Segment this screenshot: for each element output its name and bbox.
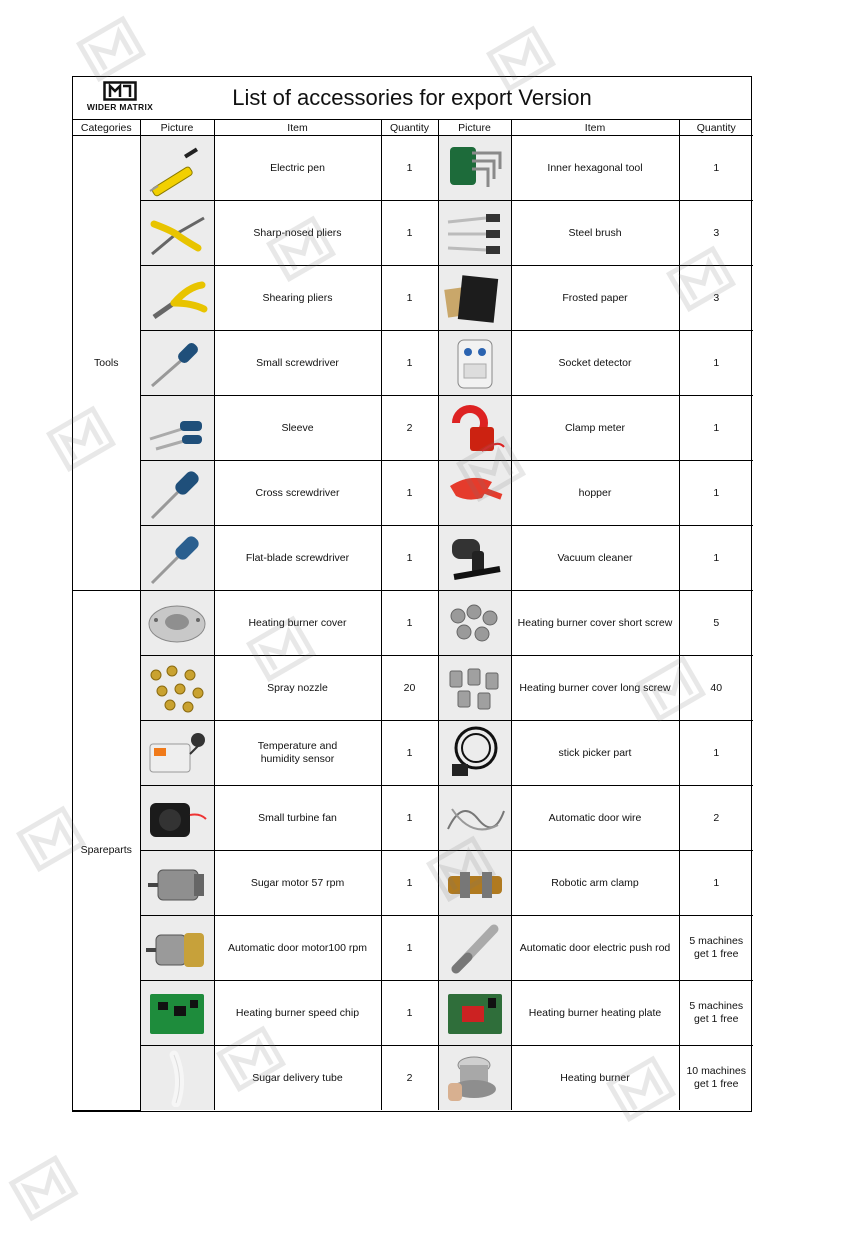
item-quantity: 1 xyxy=(381,786,438,851)
item-picture xyxy=(140,461,214,526)
item-name: Small turbine fan xyxy=(214,786,381,851)
item-name: Clamp meter xyxy=(511,396,679,461)
item-picture xyxy=(438,201,511,266)
item-picture xyxy=(438,591,511,656)
item-name: Electric pen xyxy=(214,136,381,201)
item-quantity: 1 xyxy=(381,136,438,201)
item-quantity: 1 xyxy=(381,916,438,981)
clamp-meter-icon xyxy=(442,399,508,457)
item-picture xyxy=(140,786,214,851)
item-name: Automatic door motor100 rpm xyxy=(214,916,381,981)
title-row xyxy=(73,77,751,120)
item-picture xyxy=(438,526,511,591)
item-name xyxy=(214,721,381,786)
item-name: Heating burner cover long screw xyxy=(511,656,679,721)
header-item: Item xyxy=(214,120,381,136)
item-picture xyxy=(140,656,214,721)
shearing-pliers-icon xyxy=(144,269,210,327)
heating-burner-icon xyxy=(442,1049,508,1107)
item-picture xyxy=(438,721,511,786)
small-screwdriver-icon xyxy=(144,334,210,392)
item-picture xyxy=(438,916,511,981)
item-quantity: 3 xyxy=(679,266,753,331)
item-picture xyxy=(140,721,214,786)
item-picture xyxy=(140,266,214,331)
spray-nozzle-icon xyxy=(144,659,210,717)
item-quantity: 1 xyxy=(679,461,753,526)
socket-detector-icon xyxy=(442,334,508,392)
table-row xyxy=(73,786,753,851)
item-quantity xyxy=(679,981,753,1046)
item-name: hopper xyxy=(511,461,679,526)
table-row xyxy=(73,851,753,916)
hopper-icon xyxy=(442,464,508,522)
table-row xyxy=(73,916,753,981)
burner-cover-icon xyxy=(144,594,210,652)
item-quantity: 1 xyxy=(381,461,438,526)
item-name: Vacuum cleaner xyxy=(511,526,679,591)
table-row xyxy=(73,981,753,1046)
item-quantity: 2 xyxy=(679,786,753,851)
item-name: Small screwdriver xyxy=(214,331,381,396)
delivery-tube-icon xyxy=(144,1049,210,1107)
item-name: Robotic arm clamp xyxy=(511,851,679,916)
humidity-sensor-icon xyxy=(144,724,210,782)
item-picture xyxy=(140,591,214,656)
item-quantity: 40 xyxy=(679,656,753,721)
heating-plate-icon xyxy=(442,984,508,1042)
item-picture xyxy=(438,461,511,526)
table-row xyxy=(73,656,753,721)
item-name: Steel brush xyxy=(511,201,679,266)
turbine-fan-icon xyxy=(144,789,210,847)
accessories-table xyxy=(73,120,753,1111)
item-quantity: 1 xyxy=(679,396,753,461)
item-quantity: 2 xyxy=(381,396,438,461)
item-name: Heating burner cover xyxy=(214,591,381,656)
item-quantity: 1 xyxy=(679,721,753,786)
item-quantity: 1 xyxy=(381,981,438,1046)
item-quantity: 1 xyxy=(679,331,753,396)
item-name: Heating burner speed chip xyxy=(214,981,381,1046)
table-row xyxy=(73,136,753,201)
item-quantity xyxy=(679,1046,753,1111)
sleeve-icon xyxy=(144,399,210,457)
item-name: Cross screwdriver xyxy=(214,461,381,526)
item-picture xyxy=(140,981,214,1046)
item-name: Socket detector xyxy=(511,331,679,396)
item-name: Spray nozzle xyxy=(214,656,381,721)
item-picture xyxy=(438,786,511,851)
table-row xyxy=(73,331,753,396)
sugar-motor-icon xyxy=(144,854,210,912)
sharp-nosed-pliers-icon xyxy=(144,204,210,262)
item-quantity: 1 xyxy=(679,526,753,591)
frosted-paper-icon xyxy=(442,269,508,327)
item-name: Heating burner cover short screw xyxy=(511,591,679,656)
item-name: Heating burner xyxy=(511,1046,679,1111)
door-motor-icon xyxy=(144,919,210,977)
electric-pen-icon xyxy=(144,139,210,197)
table-row xyxy=(73,1046,753,1111)
item-picture xyxy=(438,266,511,331)
item-picture xyxy=(140,851,214,916)
item-picture xyxy=(438,396,511,461)
item-quantity: 1 xyxy=(679,136,753,201)
push-rod-icon xyxy=(442,919,508,977)
item-picture xyxy=(438,136,511,201)
item-quantity: 1 xyxy=(679,851,753,916)
item-name: Shearing pliers xyxy=(214,266,381,331)
item-name: Sleeve xyxy=(214,396,381,461)
table-row xyxy=(73,591,753,656)
item-picture xyxy=(438,1046,511,1111)
item-quantity xyxy=(679,916,753,981)
quantity-line: get 1 free xyxy=(694,948,739,960)
item-name-line: humidity sensor xyxy=(260,753,335,765)
table-row xyxy=(73,526,753,591)
item-name: stick picker part xyxy=(511,721,679,786)
item-picture xyxy=(438,851,511,916)
item-quantity: 1 xyxy=(381,526,438,591)
item-name: Inner hexagonal tool xyxy=(511,136,679,201)
quantity-line: 5 machines xyxy=(689,935,744,947)
arm-clamp-icon xyxy=(442,854,508,912)
item-name: Sugar motor 57 rpm xyxy=(214,851,381,916)
item-name: Frosted paper xyxy=(511,266,679,331)
item-quantity: 1 xyxy=(381,331,438,396)
item-picture xyxy=(140,916,214,981)
quantity-line: 5 machines xyxy=(689,1000,744,1012)
item-picture xyxy=(140,396,214,461)
table-row xyxy=(73,266,753,331)
item-quantity: 1 xyxy=(381,721,438,786)
category-spareparts: Spareparts xyxy=(73,591,140,1111)
item-picture xyxy=(438,331,511,396)
item-quantity: 20 xyxy=(381,656,438,721)
header-picture: Picture xyxy=(140,120,214,136)
item-quantity: 1 xyxy=(381,851,438,916)
speed-chip-icon xyxy=(144,984,210,1042)
item-name: Automatic door wire xyxy=(511,786,679,851)
item-quantity: 5 xyxy=(679,591,753,656)
watermark-logo xyxy=(5,1107,165,1233)
table-row xyxy=(73,201,753,266)
long-screws-icon xyxy=(442,659,508,717)
item-picture xyxy=(140,526,214,591)
item-quantity: 1 xyxy=(381,201,438,266)
header-item: Item xyxy=(511,120,679,136)
quantity-line: 10 machines xyxy=(686,1065,747,1077)
item-picture xyxy=(140,201,214,266)
item-name: Sugar delivery tube xyxy=(214,1046,381,1111)
table-row xyxy=(73,721,753,786)
item-name-line: Temperature and xyxy=(257,740,338,752)
hex-key-icon xyxy=(442,139,508,197)
table-row xyxy=(73,396,753,461)
item-name: Flat-blade screwdriver xyxy=(214,526,381,591)
header-quantity: Quantity xyxy=(381,120,438,136)
item-picture xyxy=(140,331,214,396)
item-name: Sharp-nosed pliers xyxy=(214,201,381,266)
cross-screwdriver-icon xyxy=(144,464,210,522)
stick-picker-part-icon xyxy=(442,724,508,782)
item-picture xyxy=(140,1046,214,1111)
item-quantity: 1 xyxy=(381,266,438,331)
item-quantity: 3 xyxy=(679,201,753,266)
item-picture xyxy=(438,656,511,721)
item-quantity: 2 xyxy=(381,1046,438,1111)
table-row xyxy=(73,461,753,526)
category-tools: Tools xyxy=(73,136,140,591)
accessories-document xyxy=(72,76,752,1112)
quantity-line: get 1 free xyxy=(694,1013,739,1025)
brand-name: WIDER MATRIX xyxy=(86,102,154,112)
quantity-line: get 1 free xyxy=(694,1078,739,1090)
header-quantity: Quantity xyxy=(679,120,753,136)
vacuum-cleaner-icon xyxy=(442,529,508,587)
door-wire-icon xyxy=(442,789,508,847)
steel-brush-icon xyxy=(442,204,508,262)
table-header-row xyxy=(73,120,753,136)
item-name: Automatic door electric push rod xyxy=(511,916,679,981)
header-picture: Picture xyxy=(438,120,511,136)
header-categories: Categories xyxy=(73,120,140,136)
item-picture xyxy=(140,136,214,201)
short-screws-icon xyxy=(442,594,508,652)
item-name: Heating burner heating plate xyxy=(511,981,679,1046)
item-quantity: 1 xyxy=(381,591,438,656)
flat-blade-screwdriver-icon xyxy=(144,529,210,587)
page-title: List of accessories for export Version xyxy=(232,85,592,110)
item-picture xyxy=(438,981,511,1046)
